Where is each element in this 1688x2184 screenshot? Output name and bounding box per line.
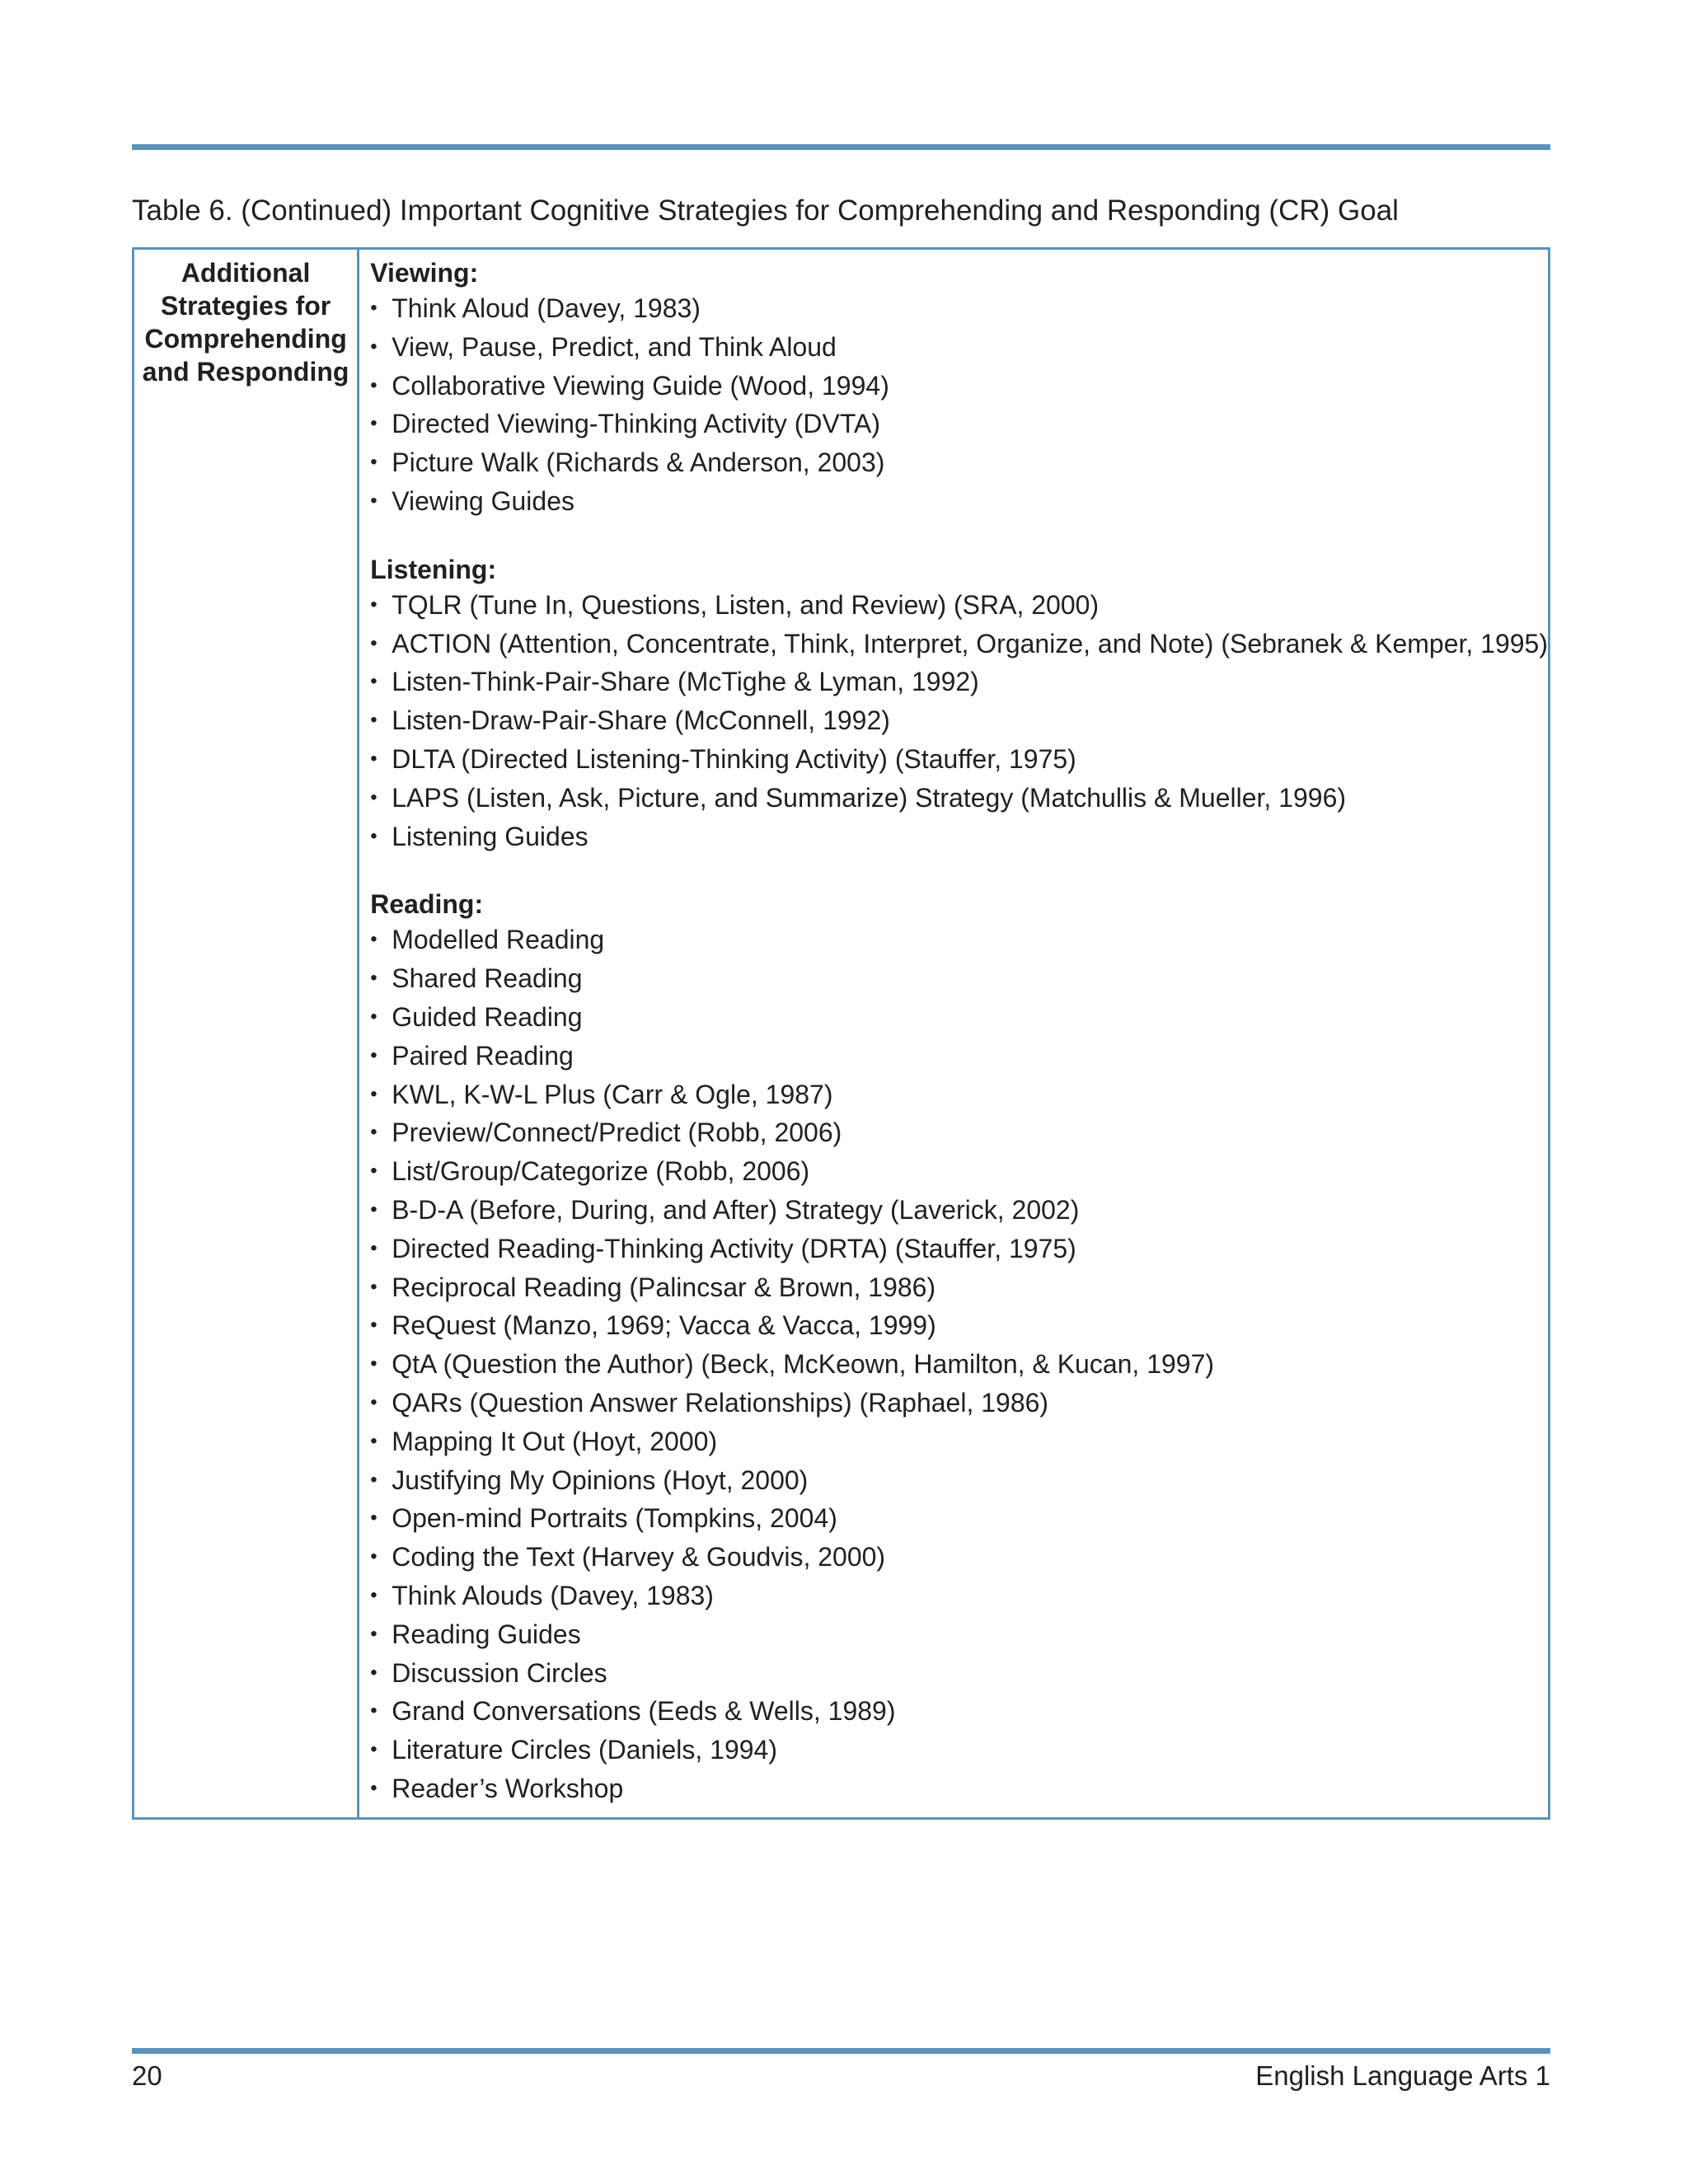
list-item: • View, Pause, Predict, and Think Aloud [370,328,1548,367]
list-item: • Justifying My Opinions (Hoyt, 2000) [370,1461,1548,1500]
list-item: • Picture Walk (Richards & Anderson, 2003) [370,443,1548,482]
row-label-line: Comprehending [144,324,347,354]
strategy-list [370,586,1548,856]
running-title: English Language Arts 1 [1255,2060,1550,2091]
list-item: • Listen-Draw-Pair-Share (McConnell, 1992) [370,701,1548,740]
section-heading: Reading: [370,889,484,920]
list-item: • Literature Circles (Daniels, 1994) [370,1731,1548,1769]
strategy-table [132,247,1550,1820]
list-item: • KWL, K-W-L Plus (Carr & Ogle, 1987) [370,1076,1548,1114]
list-item: • Reading Guides [370,1615,1548,1654]
list-item: • LAPS (Listen, Ask, Picture, and Summarize) Strategy (Matchullis & Mueller, 1996) [370,779,1548,818]
list-item: • List/Group/Categorize (Robb, 2006) [370,1152,1548,1191]
list-item: • Listening Guides [370,818,1548,856]
list-item: • Guided Reading [370,998,1548,1037]
list-item: • B-D-A (Before, During, and After) Strategy (Laverick, 2002) [370,1191,1548,1230]
list-item: • Coding the Text (Harvey & Goudvis, 2000) [370,1538,1548,1577]
list-item: • TQLR (Tune In, Questions, Listen, and Review) (SRA, 2000) [370,586,1548,625]
strategy-section [370,256,1548,521]
header-rule [132,144,1550,150]
list-item: • QARs (Question Answer Relationships) (Raphael, 1986) [370,1384,1548,1422]
list-item: • DLTA (Directed Listening-Thinking Activity) (Stauffer, 1975) [370,740,1548,779]
list-item: • Preview/Connect/Predict (Robb, 2006) [370,1113,1548,1152]
list-item: • Modelled Reading [370,921,1548,959]
footer-rule [132,2048,1550,2054]
row-label-cell [134,250,359,1817]
strategy-list [370,289,1548,521]
list-item: • Mapping It Out (Hoyt, 2000) [370,1422,1548,1461]
list-item: • Listen-Think-Pair-Share (McTighe & Lyman, 1992) [370,663,1548,701]
row-label-line: Additional [181,258,311,288]
strategy-list [370,921,1548,1807]
strategy-section [370,888,1548,1807]
list-item: • QtA (Question the Author) (Beck, McKeown, Hamilton, & Kucan, 1997) [370,1345,1548,1384]
list-item: • ACTION (Attention, Concentrate, Think, Interpret, Organize, and Note) (Sebranek & Kemper, 1995) [370,625,1548,663]
list-item: • Directed Viewing-Thinking Activity (DVTA) [370,405,1548,443]
list-item: • Collaborative Viewing Guide (Wood, 1994) [370,367,1548,405]
list-item: • Shared Reading [370,959,1548,998]
section-heading: Listening: [370,554,497,584]
row-label-line: and Responding [142,357,349,387]
list-item: • Think Alouds (Davey, 1983) [370,1577,1548,1615]
page-number: 20 [132,2060,162,2091]
strategy-section [370,553,1548,856]
section-heading: Viewing: [370,258,479,288]
list-item: • Reader’s Workshop [370,1769,1548,1808]
table-caption: Table 6. (Continued) Important Cognitive Strategies for Comprehending and Responding (CR) Goal [132,194,1399,227]
list-item: • Open-mind Portraits (Tompkins, 2004) [370,1499,1548,1538]
list-item: • Directed Reading-Thinking Activity (DRTA) (Stauffer, 1975) [370,1230,1548,1268]
list-item: • Paired Reading [370,1037,1548,1076]
list-item: • Reciprocal Reading (Palincsar & Brown, 1986) [370,1268,1548,1307]
list-item: • Viewing Guides [370,482,1548,521]
strategies-cell [359,250,1548,1817]
list-item: • Think Aloud (Davey, 1983) [370,289,1548,328]
row-label-line: Strategies for [160,291,331,321]
list-item: • ReQuest (Manzo, 1969; Vacca & Vacca, 1999) [370,1306,1548,1345]
list-item: • Grand Conversations (Eeds & Wells, 1989) [370,1692,1548,1731]
list-item: • Discussion Circles [370,1654,1548,1693]
